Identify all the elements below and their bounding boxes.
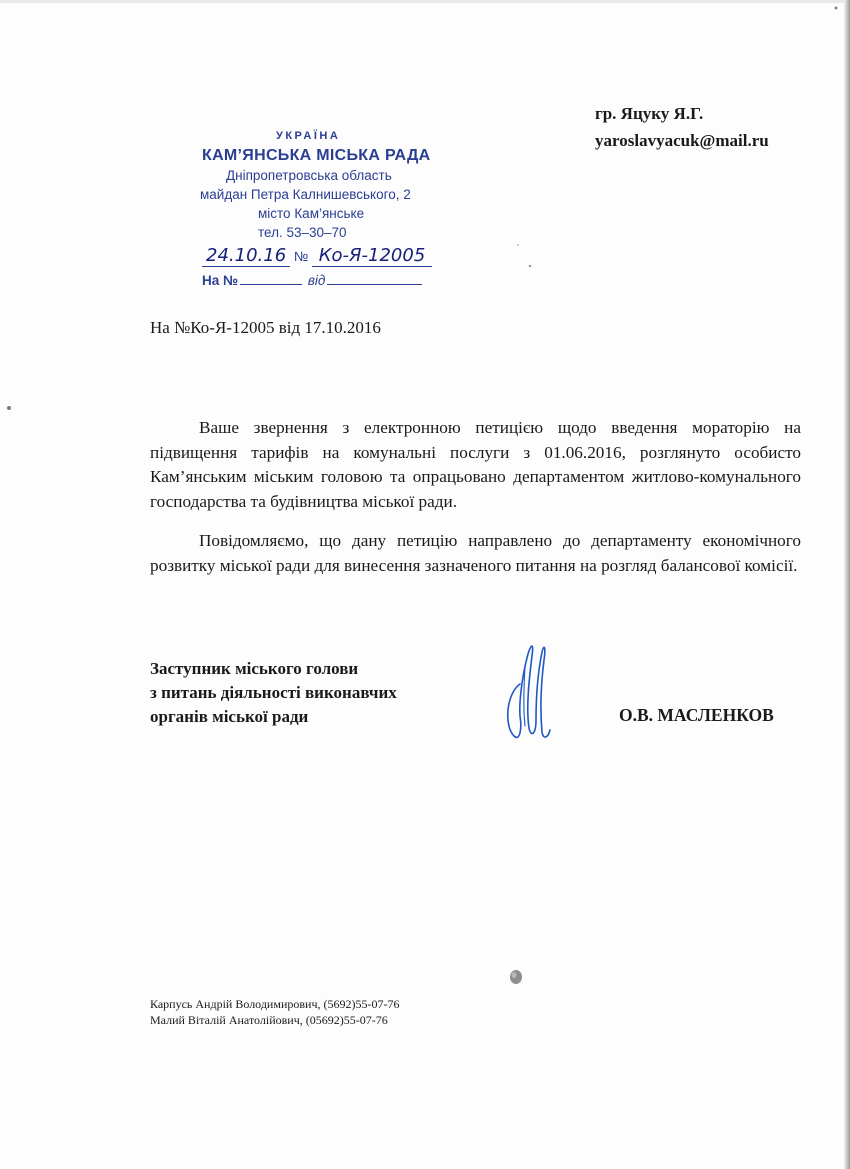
stamp-city: місто Кам’янське [258,206,365,221]
stamp-council-name: КАМ’ЯНСЬКА МІСЬКА РАДА [202,147,431,164]
outgoing-number-handwritten: Ко-Я-12005 [312,245,432,267]
letter-body [150,416,801,578]
signer-title-line-1: Заступник міського голови [150,659,359,678]
contact-line-2: Малий Віталій Анатолійович, (05692)55-07-76 [150,1013,388,1027]
scan-edge-right [844,0,850,1169]
number-sign: № [293,249,309,264]
incoming-date-blank [327,284,422,285]
stamp-outgoing-line [202,245,432,267]
signer-title-line-3: органів міської ради [150,707,309,726]
stamp-country: УКРАЇНА [276,130,341,142]
signer-name: О.В. МАСЛЕНКОВ [619,705,774,725]
handwritten-signature-icon [498,636,558,746]
outgoing-date-handwritten: 24.10.16 [202,245,290,267]
contact-line-1: Карпусь Андрій Володимирович, (5692)55-07-76 [150,997,400,1011]
body-paragraph-2: Повідомляємо, що дану петицію направлено до департаменту економічного розвитку міської ради для винесення зазначеного питання на розгляд балансової комісії. [150,531,801,575]
scan-edge-top [0,0,850,3]
incoming-number-blank [240,284,302,285]
addressee-block [595,100,769,154]
stamp-address: майдан Петра Калнишевського, 2 [200,187,411,202]
signer-title-line-2: з питань діяльності виконавчих [150,683,397,702]
ink-blot-icon [508,968,524,986]
stamp-incoming-line [202,273,422,288]
addressee-email: yaroslavyacuk@mail.ru [595,131,769,150]
body-paragraph-1: Ваше звернення з електронною петицією щодо введення мораторію на підвищення тарифів на комунальні послуги з 01.06.2016, розглянуто особисто Кам’янським міським головою та опрацьовано департаментом житлово-комунального господарства та будівництва міської ради. [150,418,801,511]
addressee-name: гр. Яцуку Я.Г. [595,104,704,123]
stamp-region: Дніпропетровська область [226,168,392,183]
signer-title [150,657,397,729]
reply-reference: На №Ко-Я-12005 від 17.10.2016 [150,318,381,337]
incoming-from-label: від [307,273,326,288]
contact-persons [150,996,399,1028]
stamp-phone: тел. 53–30–70 [258,225,347,240]
incoming-prefix: На № [202,273,239,288]
council-letterhead-stamp [196,130,466,290]
